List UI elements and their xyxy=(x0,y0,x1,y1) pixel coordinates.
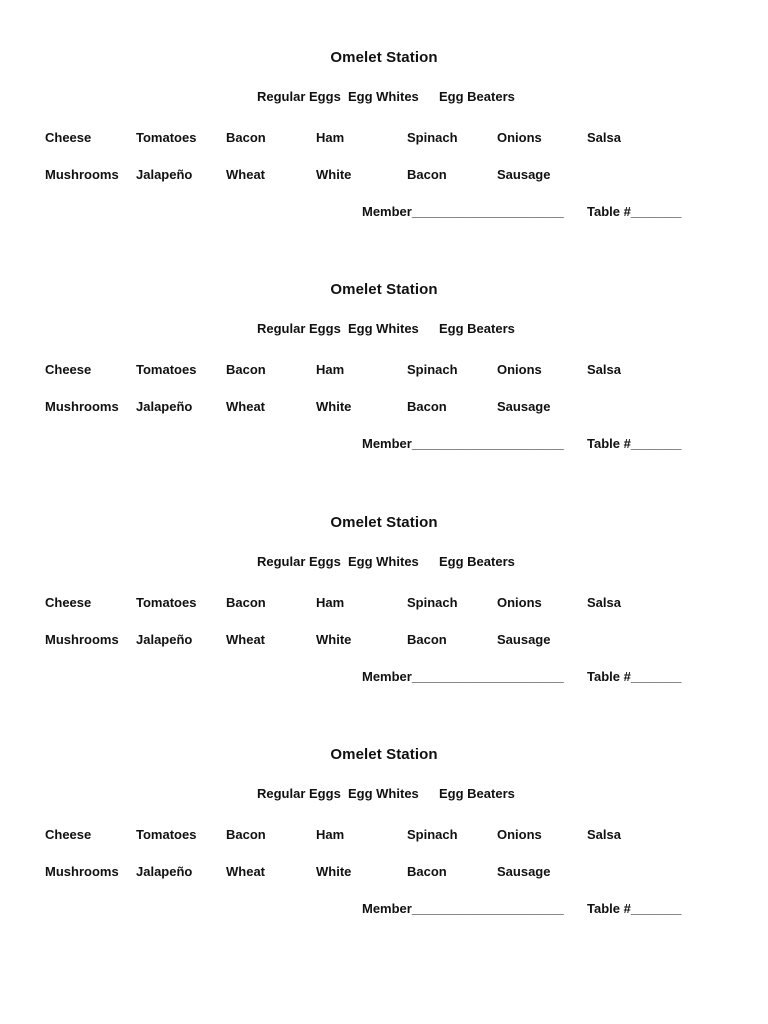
ingredient-option: White xyxy=(316,399,352,414)
ingredient-option: Tomatoes xyxy=(136,827,197,842)
ingredient-option: Mushrooms xyxy=(45,864,119,879)
egg-option: Regular Eggs xyxy=(257,89,341,104)
ingredient-option: Salsa xyxy=(587,130,621,145)
member-field: Member_____________________ xyxy=(362,436,564,451)
ingredient-option: Salsa xyxy=(587,595,621,610)
ingredient-option: Cheese xyxy=(45,827,92,842)
ingredient-option: Mushrooms xyxy=(45,399,119,414)
ingredient-option: Tomatoes xyxy=(136,595,197,610)
signature-row xyxy=(0,204,768,222)
table-number-field: Table #_______ xyxy=(587,669,682,684)
ingredient-option: White xyxy=(316,864,352,879)
egg-option: Egg Whites xyxy=(348,89,419,104)
ingredient-option: Jalapeño xyxy=(136,864,193,879)
egg-option: Egg Beaters xyxy=(439,321,515,336)
ingredient-option: Sausage xyxy=(497,632,551,647)
ingredient-option: Wheat xyxy=(226,399,265,414)
egg-options xyxy=(0,89,768,107)
ingredient-option: Wheat xyxy=(226,167,265,182)
egg-option: Egg Beaters xyxy=(439,554,515,569)
egg-option: Egg Whites xyxy=(348,786,419,801)
omelet-ticket xyxy=(0,232,768,464)
ingredient-option: Tomatoes xyxy=(136,362,197,377)
ingredient-option: Cheese xyxy=(45,362,92,377)
ingredient-option: Spinach xyxy=(407,827,458,842)
ingredient-option: Ham xyxy=(316,130,345,145)
egg-option: Egg Whites xyxy=(348,554,419,569)
ingredient-option: Spinach xyxy=(407,595,458,610)
table-number-field: Table #_______ xyxy=(587,436,682,451)
signature-row xyxy=(0,901,768,919)
ingredient-row xyxy=(0,864,768,882)
ingredient-option: Mushrooms xyxy=(45,632,119,647)
ingredient-row xyxy=(0,167,768,185)
egg-option: Egg Beaters xyxy=(439,786,515,801)
ingredient-option: Bacon xyxy=(407,167,447,182)
table-number-field: Table #_______ xyxy=(587,901,682,916)
ingredient-option: Jalapeño xyxy=(136,399,193,414)
ingredient-option: Onions xyxy=(497,130,542,145)
egg-option: Regular Eggs xyxy=(257,321,341,336)
ingredient-row xyxy=(0,399,768,417)
egg-option: Egg Beaters xyxy=(439,89,515,104)
ingredient-option: Onions xyxy=(497,595,542,610)
ingredient-option: Bacon xyxy=(226,827,266,842)
ingredient-option: Sausage xyxy=(497,864,551,879)
member-field: Member_____________________ xyxy=(362,204,564,219)
ticket-title: Omelet Station xyxy=(330,746,438,763)
ingredient-option: Onions xyxy=(497,362,542,377)
egg-options xyxy=(0,786,768,804)
member-field: Member_____________________ xyxy=(362,669,564,684)
ingredient-option: Spinach xyxy=(407,130,458,145)
omelet-ticket xyxy=(0,697,768,929)
ingredient-row xyxy=(0,632,768,650)
egg-option: Regular Eggs xyxy=(257,554,341,569)
member-field: Member_____________________ xyxy=(362,901,564,916)
ingredient-option: Ham xyxy=(316,827,345,842)
ingredient-row xyxy=(0,595,768,613)
ticket-title: Omelet Station xyxy=(330,514,438,531)
ingredient-row xyxy=(0,130,768,148)
ingredient-option: Wheat xyxy=(226,864,265,879)
egg-options xyxy=(0,321,768,339)
ingredient-option: Jalapeño xyxy=(136,632,193,647)
egg-option: Egg Whites xyxy=(348,321,419,336)
ingredient-option: White xyxy=(316,167,352,182)
ingredient-option: Jalapeño xyxy=(136,167,193,182)
omelet-ticket xyxy=(0,465,768,697)
ingredient-option: Spinach xyxy=(407,362,458,377)
ingredient-option: Bacon xyxy=(226,362,266,377)
omelet-ticket xyxy=(0,0,768,232)
ingredient-option: Wheat xyxy=(226,632,265,647)
egg-options xyxy=(0,554,768,572)
ingredient-row xyxy=(0,827,768,845)
ingredient-option: Bacon xyxy=(226,130,266,145)
ingredient-option: Bacon xyxy=(407,864,447,879)
ingredient-option: Tomatoes xyxy=(136,130,197,145)
ingredient-option: Ham xyxy=(316,595,345,610)
signature-row xyxy=(0,436,768,454)
egg-option: Regular Eggs xyxy=(257,786,341,801)
ingredient-option: Cheese xyxy=(45,595,92,610)
ingredient-option: Salsa xyxy=(587,827,621,842)
ingredient-option: Salsa xyxy=(587,362,621,377)
ingredient-option: Bacon xyxy=(226,595,266,610)
ticket-title: Omelet Station xyxy=(330,281,438,298)
ingredient-option: Mushrooms xyxy=(45,167,119,182)
ingredient-option: Onions xyxy=(497,827,542,842)
ingredient-option: White xyxy=(316,632,352,647)
signature-row xyxy=(0,669,768,687)
ingredient-option: Bacon xyxy=(407,632,447,647)
ingredient-row xyxy=(0,362,768,380)
ingredient-option: Sausage xyxy=(497,399,551,414)
ingredient-option: Cheese xyxy=(45,130,92,145)
ticket-title: Omelet Station xyxy=(330,49,438,66)
ingredient-option: Bacon xyxy=(407,399,447,414)
ingredient-option: Sausage xyxy=(497,167,551,182)
ingredient-option: Ham xyxy=(316,362,345,377)
table-number-field: Table #_______ xyxy=(587,204,682,219)
